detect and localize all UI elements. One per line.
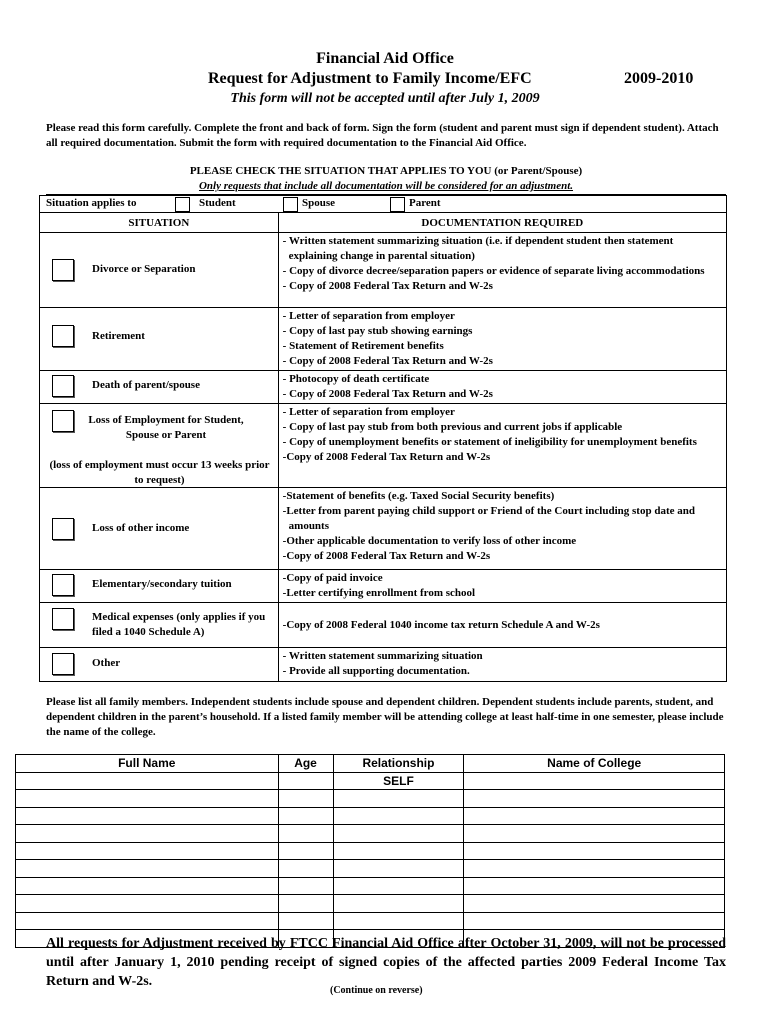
- loss-other-income-docs: [278, 488, 726, 570]
- doc-item: -Copy of 2008 Federal 1040 income tax return Schedule A and W-2s: [282, 618, 600, 631]
- table-row: [16, 807, 725, 825]
- spouse-option-label: Spouse: [302, 197, 336, 209]
- check-heading: PLEASE CHECK THE SITUATION THAT APPLIES TO YOU (or Parent/Spouse): [189, 165, 583, 177]
- situation-divorce: [40, 233, 279, 308]
- situation-table: [39, 195, 727, 682]
- continue-note: (Continue on reverse): [330, 985, 423, 996]
- table-row: [16, 877, 725, 895]
- college-cell[interactable]: [464, 790, 725, 808]
- full-name-cell[interactable]: [16, 825, 279, 843]
- doc-item: -Letter certifying enrollment from school: [282, 587, 476, 599]
- final-notice: All requests for Adjustment received by FTCC Financial Aid Office after October 31, 2009, will not be processed until after January 1, 2010 pending receipt of signed copies of the affected parties 2009 Federal Income Tax Return and W-2s.: [46, 936, 726, 989]
- doc-item: -Statement of benefits (e.g. Taxed Social Security benefits): [282, 490, 555, 502]
- instructions: Please read this form carefully. Complete the front and back of form. Sign the form (student and parent must sign if dependent student). Attach all required documentation. Submit the form with required documentation to the Financial Aid Office.: [46, 122, 719, 149]
- other-docs: [278, 648, 726, 682]
- loss-employment-checkbox[interactable]: [52, 410, 74, 432]
- relationship-cell[interactable]: [333, 877, 464, 895]
- age-cell[interactable]: [278, 895, 333, 913]
- student-checkbox[interactable]: [175, 197, 190, 212]
- relationship-cell[interactable]: [333, 895, 464, 913]
- doc-item: - Copy of last pay stub from both previous and current jobs if applicable: [282, 421, 623, 433]
- situation-column-header: SITUATION: [40, 213, 279, 233]
- table-row: [16, 825, 725, 843]
- full-name-cell[interactable]: [16, 772, 279, 790]
- situation-label: Death of parent/spouse: [92, 379, 200, 391]
- table-row: [16, 895, 725, 913]
- situation-loss-other-income: [40, 488, 279, 570]
- college-cell[interactable]: [464, 842, 725, 860]
- situation-label: Loss of other income: [92, 522, 190, 534]
- doc-item: - Copy of last pay stub showing earnings: [282, 325, 473, 337]
- form-title: Request for Adjustment to Family Income/EFC: [208, 70, 532, 87]
- documentation-column-header: DOCUMENTATION REQUIRED: [278, 213, 726, 233]
- family-members-table: [15, 754, 725, 948]
- situation-label: Loss of Employment for Student, Spouse or Parent: [88, 414, 244, 441]
- situation-note: (loss of employment must occur 13 weeks prior to request): [49, 459, 270, 486]
- situation-retirement: [40, 308, 279, 371]
- relationship-cell: SELF: [333, 772, 464, 790]
- table-row: [16, 790, 725, 808]
- spouse-checkbox[interactable]: [283, 197, 298, 212]
- doc-item: - Copy of 2008 Federal Tax Return and W-2s: [282, 280, 493, 292]
- doc-item: - Copy of unemployment benefits or statement of ineligibility for unemployment benefits: [282, 436, 697, 448]
- parent-option-label: Parent: [409, 197, 441, 209]
- college-cell[interactable]: [464, 807, 725, 825]
- situation-label: Divorce or Separation: [92, 263, 196, 275]
- loss-employment-docs: [278, 404, 726, 488]
- doc-item: - Copy of 2008 Federal Tax Return and W-2s: [282, 355, 493, 367]
- situation-label: Medical expenses (only applies if you filed a 1040 Schedule A): [92, 611, 266, 638]
- college-cell[interactable]: [464, 825, 725, 843]
- retirement-docs: [278, 308, 726, 371]
- situation-loss-employment: [40, 404, 279, 488]
- loss-other-income-checkbox[interactable]: [52, 518, 74, 540]
- applies-to-label: Situation applies to: [46, 197, 137, 209]
- doc-item: -Copy of paid invoice: [282, 572, 383, 584]
- age-cell[interactable]: [278, 912, 333, 930]
- relationship-cell[interactable]: [333, 912, 464, 930]
- relationship-cell[interactable]: [333, 790, 464, 808]
- doc-item: -Letter from parent paying child support or Friend of the Court including stop date and amounts: [282, 505, 695, 532]
- doc-item: -Copy of 2008 Federal Tax Return and W-2s: [282, 451, 491, 463]
- doc-item: -Other applicable documentation to verify loss of other income: [282, 535, 577, 547]
- death-docs: [278, 371, 726, 404]
- age-cell[interactable]: [278, 860, 333, 878]
- award-year: 2009-2010: [624, 70, 694, 87]
- divorce-docs: [278, 233, 726, 308]
- situation-label: Elementary/secondary tuition: [92, 578, 232, 590]
- age-cell[interactable]: [278, 790, 333, 808]
- full-name-cell[interactable]: [16, 912, 279, 930]
- relationship-cell[interactable]: [333, 842, 464, 860]
- college-cell[interactable]: [464, 877, 725, 895]
- family-instructions: Please list all family members. Independent students include spouse and dependent children. Dependent students include parents, student, and dependent children in the parent’s household. If a listed family member will be attending college at least half-time in one semester, please include the name of the college.: [46, 696, 724, 738]
- situation-label: Other: [92, 657, 121, 669]
- acceptance-notice: This form will not be accepted until after July 1, 2009: [230, 91, 540, 106]
- tuition-checkbox[interactable]: [52, 574, 74, 596]
- college-cell[interactable]: [464, 912, 725, 930]
- doc-item: - Letter of separation from employer: [282, 406, 455, 418]
- doc-item: -Copy of 2008 Federal Tax Return and W-2s: [282, 550, 491, 562]
- relationship-cell[interactable]: [333, 807, 464, 825]
- college-cell[interactable]: [464, 895, 725, 913]
- situation-other: [40, 648, 279, 682]
- relationship-cell[interactable]: [333, 825, 464, 843]
- full-name-header: Full Name: [16, 755, 279, 773]
- retirement-checkbox[interactable]: [52, 325, 74, 347]
- relationship-header: Relationship: [333, 755, 464, 773]
- college-header: Name of College: [464, 755, 725, 773]
- doc-item: - Copy of 2008 Federal Tax Return and W-2s: [282, 388, 493, 400]
- doc-item: - Provide all supporting documentation.: [282, 665, 470, 677]
- table-row: [16, 842, 725, 860]
- full-name-cell[interactable]: [16, 807, 279, 825]
- office-title: Financial Aid Office: [316, 50, 454, 67]
- age-cell[interactable]: [278, 842, 333, 860]
- situation-label: Retirement: [92, 330, 145, 342]
- tuition-docs: [278, 570, 726, 603]
- table-row: [16, 772, 725, 790]
- situation-tuition: [40, 570, 279, 603]
- situation-medical: [40, 603, 279, 648]
- table-row: [16, 912, 725, 930]
- medical-docs: [278, 603, 726, 648]
- doc-item: - Photocopy of death certificate: [282, 373, 430, 385]
- applies-to-row: [40, 196, 727, 213]
- student-option-label: Student: [199, 197, 236, 209]
- age-cell[interactable]: [278, 772, 333, 790]
- parent-checkbox[interactable]: [390, 197, 405, 212]
- age-cell[interactable]: [278, 825, 333, 843]
- full-name-cell[interactable]: [16, 877, 279, 895]
- other-checkbox[interactable]: [52, 653, 74, 675]
- medical-checkbox[interactable]: [52, 608, 74, 630]
- college-cell[interactable]: [464, 860, 725, 878]
- age-cell[interactable]: [278, 877, 333, 895]
- situation-death: [40, 371, 279, 404]
- full-name-cell[interactable]: [16, 842, 279, 860]
- doc-item: - Written statement summarizing situation (i.e. if dependent student then statement explaining change in parental situation): [282, 235, 674, 262]
- age-cell[interactable]: [278, 807, 333, 825]
- full-name-cell[interactable]: [16, 860, 279, 878]
- doc-item: - Letter of separation from employer: [282, 310, 455, 322]
- documentation-warning: Only requests that include all documentation will be considered for an adjustment.: [46, 180, 726, 195]
- table-row: [16, 860, 725, 878]
- doc-item: - Copy of divorce decree/separation papers or evidence of separate living accommodations: [282, 265, 705, 277]
- death-checkbox[interactable]: [52, 375, 74, 397]
- college-cell[interactable]: [464, 772, 725, 790]
- age-header: Age: [278, 755, 333, 773]
- doc-item: - Statement of Retirement benefits: [282, 340, 444, 352]
- full-name-cell[interactable]: [16, 790, 279, 808]
- relationship-cell[interactable]: [333, 860, 464, 878]
- doc-item: - Written statement summarizing situation: [282, 650, 483, 662]
- full-name-cell[interactable]: [16, 895, 279, 913]
- divorce-checkbox[interactable]: [52, 259, 74, 281]
